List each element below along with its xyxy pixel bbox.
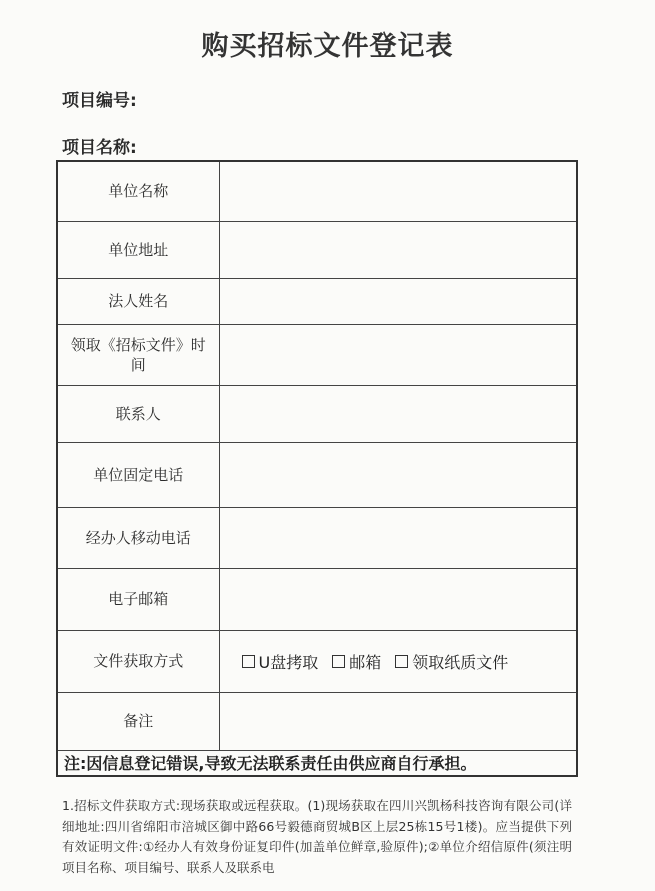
- method-options-cell: [219, 630, 577, 692]
- company-name-field[interactable]: [219, 161, 577, 221]
- table-row: [57, 324, 577, 385]
- project-name-label: 项目名称:: [62, 138, 137, 158]
- legal-rep-field[interactable]: [219, 278, 577, 324]
- row-label-email: 电子邮箱: [57, 568, 219, 630]
- landline-field[interactable]: [219, 442, 577, 507]
- checkbox-paper[interactable]: [395, 655, 408, 668]
- table-row: [57, 442, 577, 507]
- option-email-label: 邮箱: [349, 652, 382, 672]
- row-label-company-address: 单位地址: [57, 221, 219, 278]
- company-address-field[interactable]: [219, 221, 577, 278]
- table-row: [57, 278, 577, 324]
- option-usb[interactable]: [242, 650, 319, 673]
- option-email[interactable]: [332, 650, 381, 673]
- table-row: [57, 507, 577, 568]
- remarks-field[interactable]: [219, 692, 577, 750]
- checkbox-usb[interactable]: [242, 655, 255, 668]
- checkbox-email[interactable]: [332, 655, 345, 668]
- table-row: [57, 221, 577, 278]
- table-row: [57, 161, 577, 221]
- method-options: [220, 650, 577, 673]
- option-usb-label: U盘拷取: [258, 652, 319, 672]
- row-label-method: 文件获取方式: [57, 630, 219, 692]
- table-row: [57, 385, 577, 442]
- project-number-label: 项目编号:: [62, 91, 137, 111]
- table-row: [57, 568, 577, 630]
- contact-field[interactable]: [219, 385, 577, 442]
- collection-time-field[interactable]: [219, 324, 577, 385]
- row-label-remarks: 备注: [57, 692, 219, 750]
- registration-table: [56, 160, 578, 777]
- disclaimer-note: 注:因信息登记错误,导致无法联系责任由供应商自行承担。: [57, 750, 577, 776]
- email-field[interactable]: [219, 568, 577, 630]
- option-paper[interactable]: [395, 650, 508, 673]
- mobile-field[interactable]: [219, 507, 577, 568]
- document-title: 购买招标文件登记表: [201, 31, 454, 62]
- row-label-collection-time: 领取《招标文件》时间: [57, 324, 219, 385]
- row-label-mobile: 经办人移动电话: [57, 507, 219, 568]
- row-label-landline: 单位固定电话: [57, 442, 219, 507]
- row-label-company-name: 单位名称: [57, 161, 219, 221]
- option-paper-label: 领取纸质文件: [412, 652, 509, 672]
- row-label-legal-rep: 法人姓名: [57, 278, 219, 324]
- instructions-text: 1.招标文件获取方式:现场获取或远程获取。(1)现场获取在四川兴凯杨科技咨询有限公司(详细地址:四川省绵阳市涪城区御中路66号毅德商贸城B区上层25栋15号1楼)。应当提供下列有效证明文件:①经办人有效身份证复印件(加盖单位鲜章,验原件);②单位介绍信原件(须注明项目名称、项目编号、联系人及联系电: [62, 798, 572, 875]
- row-label-contact: 联系人: [57, 385, 219, 442]
- table-row: [57, 750, 577, 776]
- table-row: [57, 692, 577, 750]
- table-row: [57, 630, 577, 692]
